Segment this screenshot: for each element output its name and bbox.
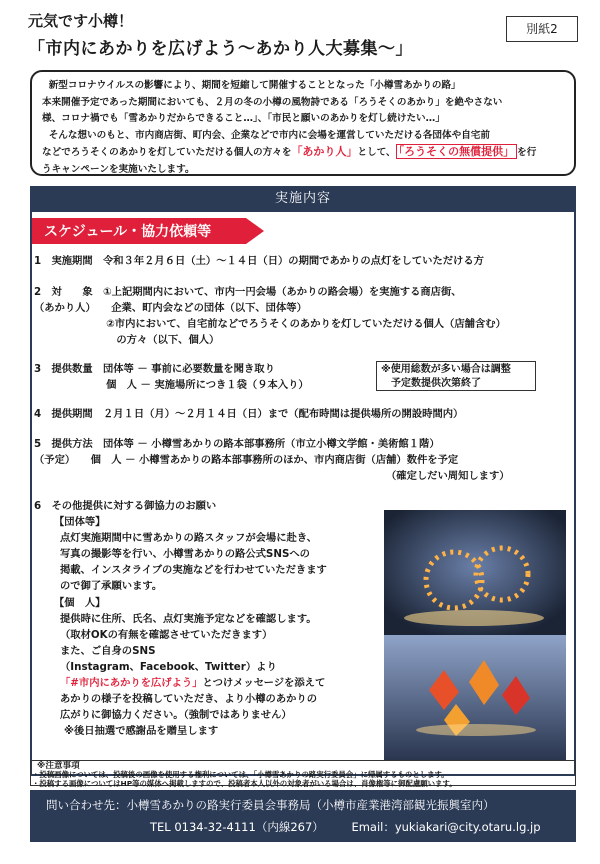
- individual-text: ※後日抽選で感謝品を贈呈します: [64, 725, 219, 737]
- individual-text: （Instagram、Facebook、Twitter）より: [60, 661, 277, 673]
- individual-text: 提供時に住所、氏名、点灯実施予定などを確認します。: [60, 613, 317, 625]
- group-text: 点灯実施期間中に雪あかりの路スタッフが会場に赴き、: [60, 532, 318, 544]
- item-quantity: 3 提供数量 団体等 － 事前に必要数量を聞き取り: [34, 363, 275, 375]
- free-candle-highlight: 「ろうそくの無償提供」: [396, 144, 518, 159]
- contact-details: [150, 819, 565, 835]
- individual-text-part: とつけメッセージを添えて: [202, 677, 326, 689]
- intro-line: [42, 128, 564, 145]
- section-title: 実施内容: [30, 186, 576, 212]
- individual-text: また、ご自身のSNS: [60, 645, 156, 657]
- item-method: （確定しだい周知します）: [386, 470, 510, 482]
- contact-email[interactable]: Email：yukiakari@city.otaru.lg.jp: [351, 820, 541, 834]
- individual-heading: 【個 人】: [54, 597, 106, 609]
- intro-line: [42, 144, 564, 162]
- group-heading: 【団体等】: [54, 516, 106, 528]
- hashtag: 「#市内にあかりを広げよう」: [60, 677, 203, 689]
- intro-box: [30, 70, 576, 176]
- item-method: （予定） 個 人 － 小樽雪あかりの路本部事務所のほか、市内商店街（店舗）数件を予定: [34, 454, 459, 466]
- group-text: 写真の撮影等を行い、小樽雪あかりの路公式SNSへの: [60, 548, 310, 560]
- item-supply-period: 4 提供期間 ２月１日（月）～２月１４日（日）まで（配布時間は提供場所の開設時間内）: [34, 408, 464, 420]
- intro-text: を行: [517, 147, 537, 158]
- individual-text: （取材OKの有無を確認させていただきます）: [60, 629, 273, 641]
- item-target: の方々（以下、個人）: [34, 334, 220, 346]
- individual-text: [60, 675, 325, 692]
- intro-line: うキャンペーンを実施いたします。: [42, 163, 195, 175]
- item-quantity: 個 人 － 実施場所につき１袋（９本入り）: [34, 379, 309, 391]
- note-line: 予定数提供次第終了: [381, 378, 481, 389]
- header-title: 「市内にあかりを広げよう～あかり人大募集～」: [28, 39, 413, 59]
- item-target: 2 対 象 ①上記期間内において、市内一円会場（あかりの路会場）を実施する商店街、: [34, 286, 462, 298]
- intro-text: そんな想いのもと、市内商店街、町内会、企業などで市内に会場を運営していただける各団体や自宅前: [48, 129, 490, 141]
- contact-office: 問い合わせ先：小樽雪あかりの路実行委員会事務局（小樽市産業港湾部観光振興室内）: [46, 798, 495, 812]
- candle-photo-image: [384, 510, 566, 760]
- intro-text: などでろうそくのあかりを灯していただける個人の方々を: [42, 147, 292, 158]
- intro-line: [42, 78, 564, 95]
- intro-text: 新型コロナウイルスの影響により、期間を短縮して開催することとなった「小樽雪あかりの路」: [48, 80, 461, 91]
- group-text: 掲載、インスタライブの実施などを行わせていただきます: [60, 564, 327, 576]
- intro-line: 様、コロナ禍でも「雪あかりだからできること…」、「市民と願いのあかりを灯し続けたい…」: [42, 113, 445, 124]
- group-text: ので御了承願います。: [60, 580, 163, 592]
- item-cooperation: 6 その他提供に対する御協力のお願い: [34, 500, 217, 512]
- item-method: 5 提供方法 団体等 － 小樽雪あかりの路本部事務所（市立小樽文学館・美術館１階）: [34, 438, 440, 450]
- intro-text: として、: [357, 147, 396, 158]
- item-target: ②市内において、自宅前などでろうそくのあかりを灯していただける個人（店舗含む）: [34, 318, 506, 330]
- note-line: ※使用総数が多い場合は調整: [381, 364, 511, 375]
- notes-list: [32, 770, 572, 788]
- item-target: （あかり人） 企業、町内会などの団体（以下、団体等）: [34, 302, 307, 314]
- candle-photo: [384, 510, 566, 760]
- schedule-ribbon-label: スケジュール・協力依頼等: [44, 224, 212, 240]
- item-period: 1 実施期間 令和３年２月６日（土）～１４日（日）の期間であかりの点灯をしていただける方: [34, 255, 484, 267]
- notes-heading: ※注意事項: [37, 761, 80, 771]
- individual-text: あかりの様子を投稿していただき、より小樽のあかりの: [60, 693, 318, 705]
- intro-line: 本来開催予定であった期間においても、２月の冬の小樽の風物詩である「ろうそくのあかり」を絶やさない: [42, 96, 503, 108]
- header-line-1: 元気です小樽！: [28, 12, 134, 30]
- akaribito-highlight: 「あかり人」: [291, 145, 358, 158]
- individual-text: 広がりに御協力ください。（強制ではありません）: [60, 709, 292, 721]
- quantity-note: [376, 361, 536, 391]
- note-item: ・投稿する画像についてはHP等の媒体へ掲載しますので、投稿者本人以外の対象者がいる場合は、肖像権等に御配慮願います。: [32, 779, 457, 788]
- contact-tel: TEL 0134-32-4111（内線267）: [150, 820, 324, 834]
- attachment-tag: 別紙2: [506, 16, 578, 42]
- note-item: ・投稿画像については、投稿後の画像を使用する権利については、「小樽雪あかりの路実行委員会」に帰属するものとします。: [32, 770, 449, 779]
